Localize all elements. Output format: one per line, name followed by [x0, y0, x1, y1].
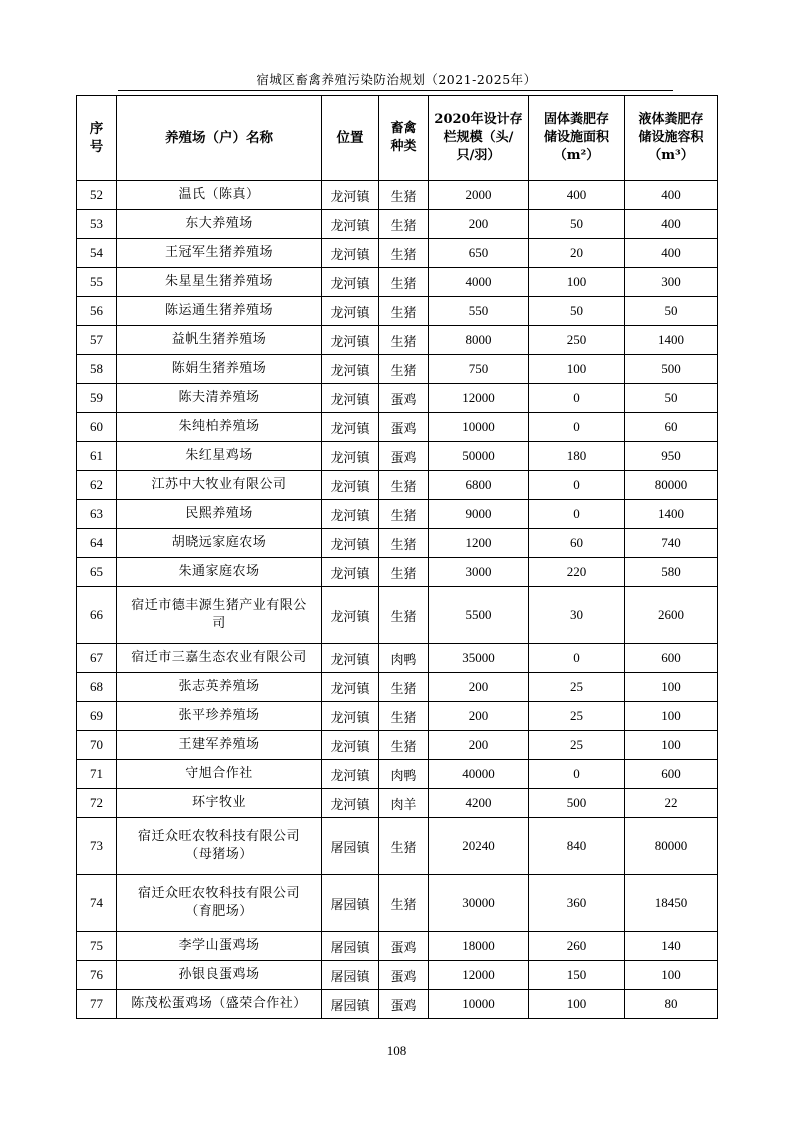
farm-name-cell: 陈茂松蛋鸡场（盛荣合作社） — [117, 990, 322, 1019]
farm-name-cell: 朱星星生猪养殖场 — [117, 268, 322, 297]
design-scale-cell: 2000 — [429, 181, 529, 210]
table-row — [77, 471, 718, 500]
farm-name-cell: 守旭合作社 — [117, 760, 322, 789]
design-scale-cell: 20240 — [429, 818, 529, 875]
design-scale-cell: 35000 — [429, 644, 529, 673]
livestock-kind-cell: 肉鸭 — [379, 644, 429, 673]
page-number: 108 — [386, 1043, 407, 1058]
table-row — [77, 297, 718, 326]
table-body — [77, 181, 718, 1019]
liquid-manure-volume-cell: 80000 — [625, 471, 718, 500]
location-cell: 屠园镇 — [322, 875, 379, 932]
table-row — [77, 990, 718, 1019]
table-row — [77, 326, 718, 355]
solid-manure-area-cell: 150 — [529, 961, 625, 990]
row-number-cell: 55 — [77, 268, 117, 297]
livestock-kind-cell: 生猪 — [379, 673, 429, 702]
liquid-manure-volume-cell: 400 — [625, 181, 718, 210]
liquid-manure-volume-cell: 60 — [625, 413, 718, 442]
location-cell: 龙河镇 — [322, 587, 379, 644]
livestock-kind-cell: 蛋鸡 — [379, 990, 429, 1019]
livestock-kind-cell: 生猪 — [379, 268, 429, 297]
livestock-kind-cell: 生猪 — [379, 558, 429, 587]
solid-manure-area-cell: 250 — [529, 326, 625, 355]
design-scale-cell: 200 — [429, 210, 529, 239]
solid-manure-area-cell: 0 — [529, 500, 625, 529]
solid-manure-area-cell: 25 — [529, 702, 625, 731]
livestock-kind-cell: 蛋鸡 — [379, 413, 429, 442]
design-scale-cell: 3000 — [429, 558, 529, 587]
location-cell: 龙河镇 — [322, 673, 379, 702]
liquid-manure-volume-cell: 50 — [625, 297, 718, 326]
table-row — [77, 760, 718, 789]
farm-name-cell: 宿迁众旺农牧科技有限公司 （育肥场） — [117, 875, 322, 932]
row-number-cell: 68 — [77, 673, 117, 702]
location-cell: 龙河镇 — [322, 210, 379, 239]
liquid-manure-volume-cell: 100 — [625, 702, 718, 731]
location-cell: 龙河镇 — [322, 442, 379, 471]
solid-manure-area-cell: 100 — [529, 268, 625, 297]
location-cell: 龙河镇 — [322, 644, 379, 673]
table-row — [77, 875, 718, 932]
livestock-kind-cell: 生猪 — [379, 239, 429, 268]
row-number-cell: 67 — [77, 644, 117, 673]
column-header-livestock-kind: 畜禽 种类 — [379, 96, 429, 181]
row-number-cell: 60 — [77, 413, 117, 442]
column-header-farm-name: 养殖场（户）名称 — [117, 96, 322, 181]
solid-manure-area-cell: 50 — [529, 210, 625, 239]
liquid-manure-volume-cell: 100 — [625, 731, 718, 760]
location-cell: 龙河镇 — [322, 760, 379, 789]
livestock-kind-cell: 生猪 — [379, 818, 429, 875]
solid-manure-area-cell: 220 — [529, 558, 625, 587]
farm-name-cell: 宿迁市德丰源生猪产业有限公 司 — [117, 587, 322, 644]
design-scale-cell: 12000 — [429, 384, 529, 413]
location-cell: 屠园镇 — [322, 818, 379, 875]
livestock-kind-cell: 蛋鸡 — [379, 442, 429, 471]
solid-manure-area-cell: 0 — [529, 384, 625, 413]
row-number-cell: 58 — [77, 355, 117, 384]
farm-name-cell: 环宇牧业 — [117, 789, 322, 818]
column-header-location: 位置 — [322, 96, 379, 181]
row-number-cell: 57 — [77, 326, 117, 355]
location-cell: 龙河镇 — [322, 558, 379, 587]
design-scale-cell: 750 — [429, 355, 529, 384]
table-header-row — [77, 96, 718, 181]
liquid-manure-volume-cell: 1400 — [625, 326, 718, 355]
row-number-cell: 73 — [77, 818, 117, 875]
row-number-cell: 63 — [77, 500, 117, 529]
row-number-cell: 77 — [77, 990, 117, 1019]
solid-manure-area-cell: 0 — [529, 471, 625, 500]
row-number-cell: 66 — [77, 587, 117, 644]
header-rule — [118, 90, 673, 91]
row-number-cell: 52 — [77, 181, 117, 210]
livestock-kind-cell: 生猪 — [379, 500, 429, 529]
livestock-farm-table — [76, 95, 718, 1019]
farm-name-cell: 朱红星鸡场 — [117, 442, 322, 471]
location-cell: 龙河镇 — [322, 297, 379, 326]
row-number-cell: 53 — [77, 210, 117, 239]
design-scale-cell: 10000 — [429, 413, 529, 442]
table-row — [77, 702, 718, 731]
table-row — [77, 789, 718, 818]
row-number-cell: 56 — [77, 297, 117, 326]
row-number-cell: 69 — [77, 702, 117, 731]
livestock-kind-cell: 生猪 — [379, 471, 429, 500]
location-cell: 龙河镇 — [322, 529, 379, 558]
table-row — [77, 558, 718, 587]
solid-manure-area-cell: 25 — [529, 673, 625, 702]
farm-name-cell: 张平珍养殖场 — [117, 702, 322, 731]
row-number-cell: 61 — [77, 442, 117, 471]
design-scale-cell: 12000 — [429, 961, 529, 990]
row-number-cell: 74 — [77, 875, 117, 932]
location-cell: 龙河镇 — [322, 471, 379, 500]
design-scale-cell: 10000 — [429, 990, 529, 1019]
farm-name-cell: 王冠军生猪养殖场 — [117, 239, 322, 268]
table-row — [77, 587, 718, 644]
location-cell: 屠园镇 — [322, 932, 379, 961]
farm-name-cell: 宿迁众旺农牧科技有限公司 （母猪场） — [117, 818, 322, 875]
farm-name-cell: 孙银良蛋鸡场 — [117, 961, 322, 990]
liquid-manure-volume-cell: 580 — [625, 558, 718, 587]
farm-name-cell: 温氏（陈真） — [117, 181, 322, 210]
solid-manure-area-cell: 25 — [529, 731, 625, 760]
location-cell: 龙河镇 — [322, 789, 379, 818]
liquid-manure-volume-cell: 400 — [625, 239, 718, 268]
liquid-manure-volume-cell: 80 — [625, 990, 718, 1019]
solid-manure-area-cell: 100 — [529, 990, 625, 1019]
liquid-manure-volume-cell: 1400 — [625, 500, 718, 529]
solid-manure-area-cell: 20 — [529, 239, 625, 268]
table-row — [77, 500, 718, 529]
farm-name-cell: 张志英养殖场 — [117, 673, 322, 702]
design-scale-cell: 200 — [429, 673, 529, 702]
farm-name-cell: 王建军养殖场 — [117, 731, 322, 760]
location-cell: 龙河镇 — [322, 181, 379, 210]
farm-name-cell: 朱通家庭农场 — [117, 558, 322, 587]
table-row — [77, 818, 718, 875]
table-row — [77, 181, 718, 210]
design-scale-cell: 550 — [429, 297, 529, 326]
solid-manure-area-cell: 100 — [529, 355, 625, 384]
column-header-no: 序 号 — [77, 96, 117, 181]
location-cell: 龙河镇 — [322, 384, 379, 413]
farm-name-cell: 陈夫清养殖场 — [117, 384, 322, 413]
row-number-cell: 76 — [77, 961, 117, 990]
liquid-manure-volume-cell: 80000 — [625, 818, 718, 875]
running-header-title: 宿城区畜禽养殖污染防治规划（2021-2025年） — [256, 72, 537, 87]
table-row — [77, 268, 718, 297]
location-cell: 龙河镇 — [322, 239, 379, 268]
solid-manure-area-cell: 500 — [529, 789, 625, 818]
design-scale-cell: 200 — [429, 702, 529, 731]
design-scale-cell: 18000 — [429, 932, 529, 961]
design-scale-cell: 40000 — [429, 760, 529, 789]
liquid-manure-volume-cell: 950 — [625, 442, 718, 471]
solid-manure-area-cell: 50 — [529, 297, 625, 326]
location-cell: 龙河镇 — [322, 355, 379, 384]
liquid-manure-volume-cell: 600 — [625, 644, 718, 673]
table-row — [77, 644, 718, 673]
table-row — [77, 673, 718, 702]
livestock-kind-cell: 生猪 — [379, 355, 429, 384]
design-scale-cell: 6800 — [429, 471, 529, 500]
design-scale-cell: 1200 — [429, 529, 529, 558]
solid-manure-area-cell: 0 — [529, 760, 625, 789]
table-row — [77, 384, 718, 413]
solid-manure-area-cell: 840 — [529, 818, 625, 875]
liquid-manure-volume-cell: 18450 — [625, 875, 718, 932]
row-number-cell: 75 — [77, 932, 117, 961]
livestock-kind-cell: 生猪 — [379, 210, 429, 239]
farm-name-cell: 陈运通生猪养殖场 — [117, 297, 322, 326]
location-cell: 屠园镇 — [322, 990, 379, 1019]
livestock-kind-cell: 生猪 — [379, 181, 429, 210]
livestock-kind-cell: 生猪 — [379, 875, 429, 932]
location-cell: 龙河镇 — [322, 268, 379, 297]
table-row — [77, 210, 718, 239]
farm-name-cell: 益帆生猪养殖场 — [117, 326, 322, 355]
livestock-kind-cell: 生猪 — [379, 731, 429, 760]
livestock-kind-cell: 生猪 — [379, 587, 429, 644]
livestock-kind-cell: 蛋鸡 — [379, 961, 429, 990]
solid-manure-area-cell: 400 — [529, 181, 625, 210]
liquid-manure-volume-cell: 500 — [625, 355, 718, 384]
table-row — [77, 442, 718, 471]
design-scale-cell: 50000 — [429, 442, 529, 471]
farm-name-cell: 民熙养殖场 — [117, 500, 322, 529]
design-scale-cell: 5500 — [429, 587, 529, 644]
farm-name-cell: 胡晓远家庭农场 — [117, 529, 322, 558]
livestock-kind-cell: 蛋鸡 — [379, 932, 429, 961]
row-number-cell: 64 — [77, 529, 117, 558]
design-scale-cell: 4200 — [429, 789, 529, 818]
solid-manure-area-cell: 360 — [529, 875, 625, 932]
table-row — [77, 413, 718, 442]
farm-name-cell: 江苏中大牧业有限公司 — [117, 471, 322, 500]
column-header-liquid-manure-volume: 液体粪肥存 储设施容积 （m³） — [625, 96, 718, 181]
location-cell: 龙河镇 — [322, 326, 379, 355]
row-number-cell: 62 — [77, 471, 117, 500]
design-scale-cell: 9000 — [429, 500, 529, 529]
design-scale-cell: 8000 — [429, 326, 529, 355]
solid-manure-area-cell: 180 — [529, 442, 625, 471]
location-cell: 龙河镇 — [322, 731, 379, 760]
design-scale-cell: 650 — [429, 239, 529, 268]
livestock-kind-cell: 蛋鸡 — [379, 384, 429, 413]
liquid-manure-volume-cell: 50 — [625, 384, 718, 413]
column-header-solid-manure-area: 固体粪肥存 储设施面积 （m²） — [529, 96, 625, 181]
liquid-manure-volume-cell: 400 — [625, 210, 718, 239]
liquid-manure-volume-cell: 740 — [625, 529, 718, 558]
farm-name-cell: 宿迁市三嘉生态农业有限公司 — [117, 644, 322, 673]
liquid-manure-volume-cell: 300 — [625, 268, 718, 297]
table-row — [77, 239, 718, 268]
livestock-kind-cell: 生猪 — [379, 297, 429, 326]
farm-name-cell: 朱纯柏养殖场 — [117, 413, 322, 442]
solid-manure-area-cell: 30 — [529, 587, 625, 644]
table-row — [77, 529, 718, 558]
solid-manure-area-cell: 60 — [529, 529, 625, 558]
row-number-cell: 71 — [77, 760, 117, 789]
livestock-kind-cell: 生猪 — [379, 326, 429, 355]
table-row — [77, 731, 718, 760]
liquid-manure-volume-cell: 2600 — [625, 587, 718, 644]
liquid-manure-volume-cell: 140 — [625, 932, 718, 961]
location-cell: 龙河镇 — [322, 702, 379, 731]
farm-name-cell: 李学山蛋鸡场 — [117, 932, 322, 961]
livestock-kind-cell: 肉羊 — [379, 789, 429, 818]
location-cell: 屠园镇 — [322, 961, 379, 990]
row-number-cell: 72 — [77, 789, 117, 818]
column-header-design-scale: 2020年设计存 栏规模（头/ 只/羽） — [429, 96, 529, 181]
livestock-kind-cell: 生猪 — [379, 529, 429, 558]
design-scale-cell: 200 — [429, 731, 529, 760]
farm-name-cell: 陈娟生猪养殖场 — [117, 355, 322, 384]
location-cell: 龙河镇 — [322, 413, 379, 442]
table-row — [77, 932, 718, 961]
table-row — [77, 961, 718, 990]
location-cell: 龙河镇 — [322, 500, 379, 529]
farm-name-cell: 东大养殖场 — [117, 210, 322, 239]
row-number-cell: 54 — [77, 239, 117, 268]
solid-manure-area-cell: 0 — [529, 413, 625, 442]
design-scale-cell: 30000 — [429, 875, 529, 932]
solid-manure-area-cell: 0 — [529, 644, 625, 673]
solid-manure-area-cell: 260 — [529, 932, 625, 961]
liquid-manure-volume-cell: 22 — [625, 789, 718, 818]
liquid-manure-volume-cell: 100 — [625, 673, 718, 702]
livestock-kind-cell: 肉鸭 — [379, 760, 429, 789]
liquid-manure-volume-cell: 600 — [625, 760, 718, 789]
liquid-manure-volume-cell: 100 — [625, 961, 718, 990]
livestock-kind-cell: 生猪 — [379, 702, 429, 731]
row-number-cell: 70 — [77, 731, 117, 760]
row-number-cell: 65 — [77, 558, 117, 587]
row-number-cell: 59 — [77, 384, 117, 413]
design-scale-cell: 4000 — [429, 268, 529, 297]
table-row — [77, 355, 718, 384]
